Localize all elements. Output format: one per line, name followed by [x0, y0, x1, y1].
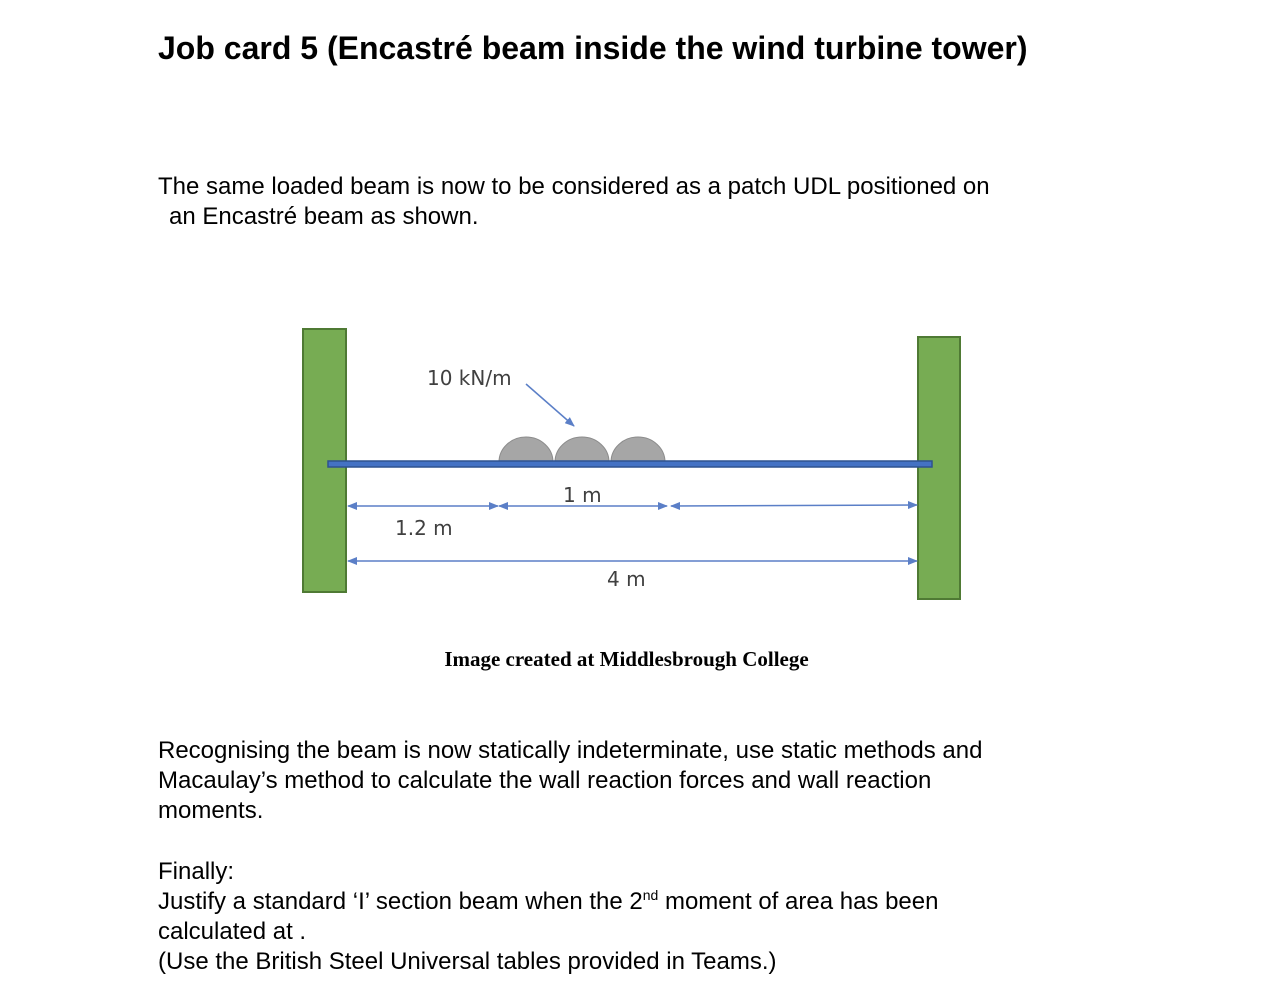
- dim-patch-label: 1 m: [563, 483, 602, 507]
- justify-line: [158, 887, 1098, 917]
- udl-load: [499, 437, 665, 462]
- udl-load-segment: [555, 437, 609, 462]
- task-line-2: Macaulay’s method to calculate the wall reaction forces and wall reaction: [158, 767, 932, 794]
- udl-label: 10 kN/m: [427, 366, 512, 390]
- image-caption: Image created at Middlesbrough College: [444, 647, 809, 671]
- page-title: Job card 5 (Encastré beam inside the wind turbine tower): [158, 30, 1028, 66]
- justify-text-before: Justify a standard ‘I’ section beam when the 2: [158, 888, 643, 915]
- intro-line-2: an Encastré beam as shown.: [169, 203, 479, 230]
- finally-heading: Finally:: [158, 858, 235, 885]
- task-paragraph: [158, 736, 1098, 826]
- dim-total-label: 4 m: [607, 567, 646, 591]
- calculated-line: calculated at .: [158, 918, 307, 945]
- tables-note-line: (Use the British Steel Universal tables provided in Teams.): [158, 948, 777, 975]
- ordinal-suffix: nd: [642, 887, 659, 903]
- dim-start-label: 1.2 m: [395, 516, 453, 540]
- udl-load-segment: [611, 437, 665, 462]
- task-line-1: Recognising the beam is now statically indeterminate, use static methods and: [158, 737, 983, 764]
- justify-text-after: moment of area has been: [658, 888, 939, 915]
- udl-load-segment: [499, 437, 553, 462]
- right-wall: [918, 337, 960, 599]
- beam: [328, 461, 932, 467]
- intro-line-1: The same loaded beam is now to be considered as a patch UDL positioned on: [158, 173, 990, 200]
- task-line-3: moments.: [158, 797, 264, 824]
- finally-paragraph: [158, 857, 1098, 977]
- dim-remaining-arrow: [671, 505, 917, 506]
- udl-pointer-arrow: [526, 384, 574, 426]
